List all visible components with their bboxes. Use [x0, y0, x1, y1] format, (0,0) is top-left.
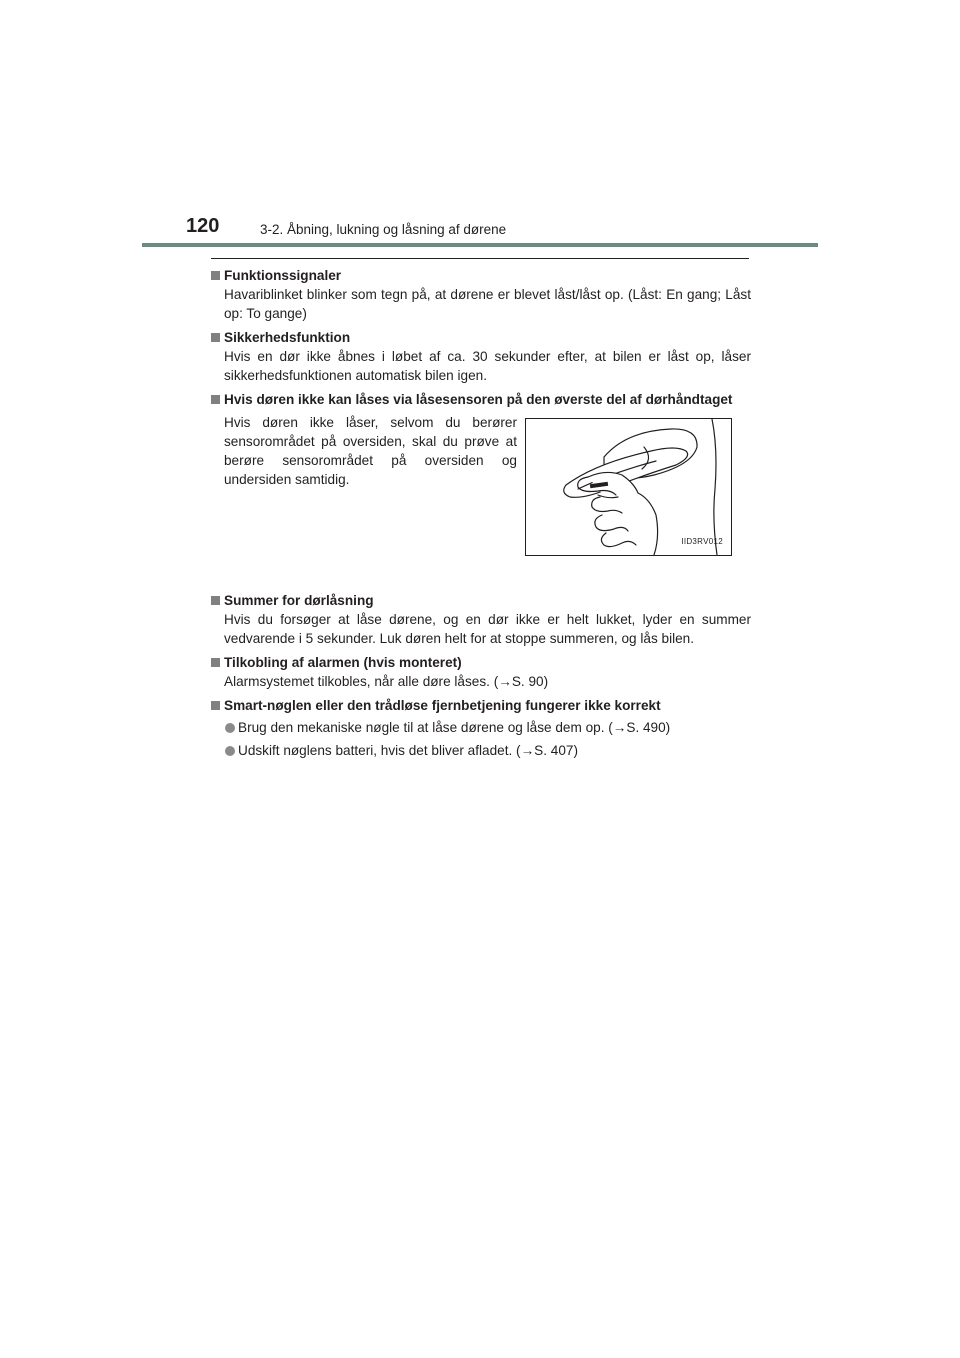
section-lock-sensor [211, 390, 751, 586]
section-alarm [211, 653, 751, 691]
square-bullet-icon [211, 596, 220, 605]
section-rule [211, 258, 749, 259]
section-title [211, 696, 751, 715]
section-smart-key [211, 696, 751, 760]
section-title [211, 390, 751, 409]
section-lock-buzzer [211, 591, 751, 648]
header-rule [142, 243, 818, 247]
list-item-text: Brug den mekaniske nøgle til at låse dørene og låse dem op. (→S. 490) [238, 720, 671, 735]
section-body: Hvis døren ikke låser, selvom du berører sensorområdet på oversiden, skal du prøve at berøre sensorområdet på oversiden og undersiden samtidig. [224, 415, 517, 487]
section-title-text: Hvis døren ikke kan låses via låsesensoren på den øverste del af dørhåndtaget [224, 392, 733, 407]
square-bullet-icon [211, 658, 220, 667]
section-body: Hvis du forsøger at låse dørene, og en dør ikke er helt lukket, lyder en summer vedvarende i 5 sekunder. Luk døren helt for at stoppe summeren, og lås bilen. [224, 612, 751, 646]
section-title-text: Sikkerhedsfunktion [224, 330, 351, 345]
round-bullet-icon [225, 723, 235, 733]
section-safety-function [211, 328, 751, 385]
section-title-text: Smart-nøglen eller den trådløse fjernbetjening fungerer ikke korrekt [224, 698, 661, 713]
list-item [211, 741, 751, 760]
round-bullet-icon [225, 746, 235, 756]
section-body: Hvis en dør ikke åbnes i løbet af ca. 30 sekunder efter, at bilen er låst op, låser sikkerhedsfunktionen automatisk bilen igen. [224, 349, 751, 383]
section-function-signals [211, 266, 751, 323]
section-title [211, 653, 751, 672]
door-handle-illustration [525, 418, 732, 556]
list-item-text: Udskift nøglens batteri, hvis det bliver afladet. (→S. 407) [238, 743, 578, 758]
section-title-text: Summer for dørlåsning [224, 593, 374, 608]
section-body: Havariblinket blinker som tegn på, at dørene er blevet låst/låst op. (Låst: En gang; Låst op: To gange) [224, 287, 751, 321]
square-bullet-icon [211, 395, 220, 404]
section-title-text: Funktionssignaler [224, 268, 342, 283]
section-body: Alarmsystemet tilkobles, når alle døre låses. (→S. 90) [224, 674, 549, 689]
page-content [211, 266, 751, 765]
figure-label: IID3RV012 [681, 537, 723, 546]
section-title [211, 591, 751, 610]
square-bullet-icon [211, 701, 220, 710]
chapter-title: 3-2. Åbning, lukning og låsning af dørene [260, 222, 507, 237]
section-title [211, 328, 751, 347]
square-bullet-icon [211, 271, 220, 280]
page-number: 120 [186, 215, 220, 237]
figure-row [211, 413, 751, 586]
section-title-text: Tilkobling af alarmen (hvis monteret) [224, 655, 462, 670]
list-item [211, 718, 751, 737]
section-title [211, 266, 751, 285]
square-bullet-icon [211, 333, 220, 342]
